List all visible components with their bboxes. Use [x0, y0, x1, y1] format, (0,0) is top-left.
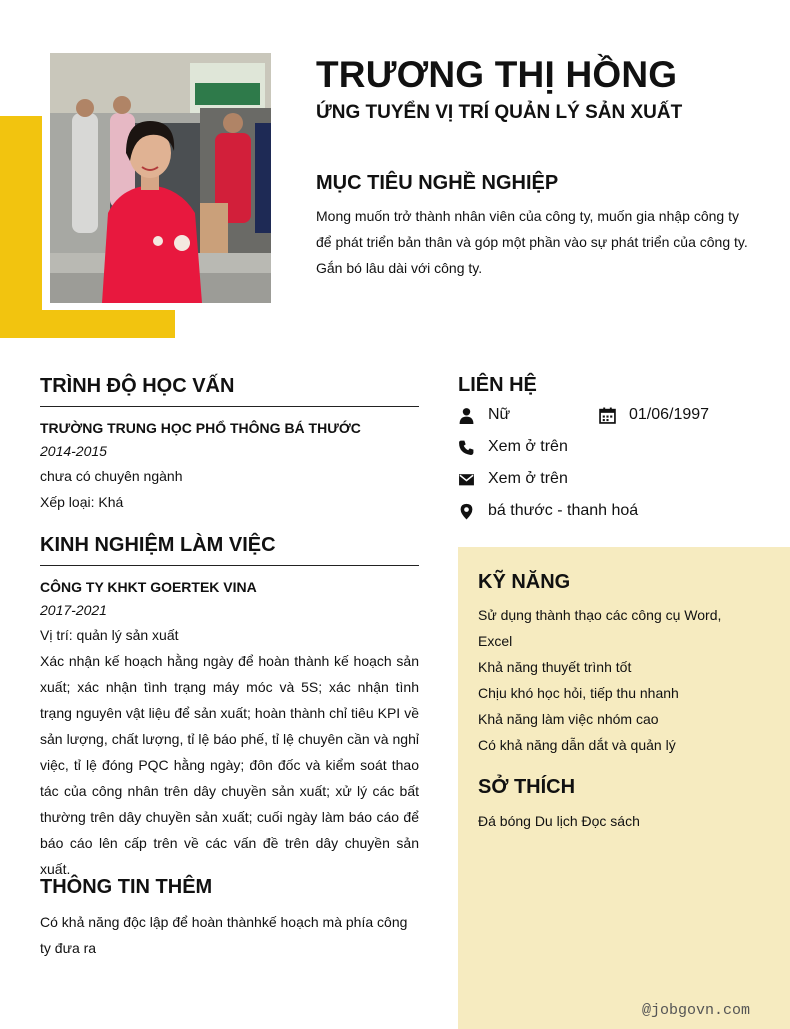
contact-gender — [458, 406, 510, 424]
company-name: CÔNG TY KHKT GOERTEK VINA — [40, 579, 257, 595]
objective-text: Mong muốn trở thành nhân viên của công ty, muốn gia nhập công ty để phát triển bản thân và góp một phần vào sự phát triển của công ty. Gắn bó lâu dài với công ty. — [316, 208, 748, 276]
watermark: @jobgovn.com — [641, 1002, 750, 1019]
experience-period: 2017-2021 — [40, 602, 107, 618]
contact-address — [458, 502, 638, 520]
phone-value: Xem ở trên — [488, 438, 568, 455]
hobbies-text: Đá bóng Du lịch Đọc sách — [478, 813, 640, 829]
email-value: Xem ở trên — [488, 470, 568, 487]
birthdate-value: 01/06/1997 — [629, 406, 710, 423]
additional-text: Có khả năng độc lập để hoàn thànhkế hoạch mà phía công ty đưa ra — [40, 914, 408, 956]
contact-title: LIÊN HỆ — [458, 374, 537, 396]
education-grade: Xếp loại: Khá — [40, 494, 124, 510]
accent-block-horizontal — [0, 310, 175, 338]
skills-title: KỸ NĂNG — [478, 571, 571, 593]
education-period: 2014-2015 — [40, 443, 107, 459]
candidate-name: TRƯƠNG THỊ HỒNG — [316, 54, 678, 95]
education-title: TRÌNH ĐỘ HỌC VẤN — [40, 375, 235, 397]
location-pin-icon — [458, 503, 475, 520]
education-major: chưa có chuyên ngành — [40, 468, 183, 484]
experience-description: Xác nhận kế hoạch hằng ngày để hoàn thành kế hoạch sản xuất; xác nhận tình trạng máy móc và 5S; xác nhận tình trạng nguyên vật liệu để sản xuất; hoàn thành chỉ tiêu KPI về sản lượng, chất lượng, tỉ lệ báo phế, tỉ lệ chuyên cần và nghỉ việc, tỉ lệ đóng PQC hằng ngày; đôn đốc và kiểm soát thao tác của công nhân trên dây chuyền sản xuất; xử lý các bất thường trên dây chuyền sản xuất; cuối ngày làm báo cáo để báo cáo lên cấp trên về các vấn đề trên dây chuyền sản xuất. — [40, 653, 419, 877]
skill-item: Có khả năng dẫn dắt và quản lý — [478, 737, 676, 753]
contact-phone — [458, 438, 568, 456]
address-value: bá thước - thanh hoá — [488, 502, 639, 519]
calendar-icon — [599, 407, 616, 424]
skill-item: Khả năng thuyết trình tốt — [478, 659, 632, 675]
applied-position: ỨNG TUYỂN VỊ TRÍ QUẢN LÝ SẢN XUẤT — [316, 102, 683, 123]
mail-icon — [458, 471, 475, 488]
skills-list — [478, 602, 738, 758]
accent-block-vertical — [0, 116, 42, 338]
hobbies-title: SỞ THÍCH — [478, 776, 576, 798]
contact-birthdate — [599, 406, 709, 424]
divider — [40, 565, 419, 566]
skills-panel — [458, 547, 790, 1029]
additional-title: THÔNG TIN THÊM — [40, 876, 213, 898]
profile-photo — [50, 53, 271, 303]
person-icon — [458, 407, 475, 424]
skill-item: Sử dụng thành thạo các công cụ Word, Excel — [478, 607, 722, 649]
gender-value: Nữ — [488, 406, 511, 423]
divider — [40, 406, 419, 407]
school-name: TRƯỜNG TRUNG HỌC PHỔ THÔNG BÁ THƯỚC — [40, 420, 361, 436]
skill-item: Khả năng làm việc nhóm cao — [478, 711, 659, 727]
experience-role: Vị trí: quản lý sản xuất — [40, 627, 179, 643]
experience-title: KINH NGHIỆM LÀM VIỆC — [40, 534, 276, 556]
objective-title: MỤC TIÊU NGHỀ NGHIỆP — [316, 172, 559, 194]
skill-item: Chịu khó học hỏi, tiếp thu nhanh — [478, 685, 679, 701]
education-section — [40, 375, 419, 515]
phone-icon — [458, 439, 475, 456]
additional-section — [40, 876, 419, 961]
experience-section — [40, 534, 419, 882]
contact-email — [458, 470, 568, 488]
